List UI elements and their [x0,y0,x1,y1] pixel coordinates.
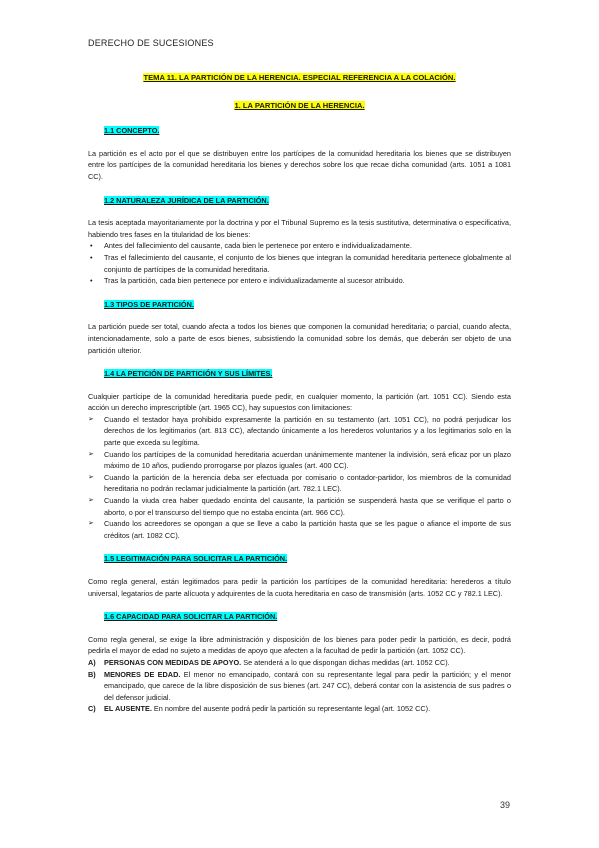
list-item: • Antes del fallecimiento del causante, cada bien le pertenece por entero e individualizadamente. [88,240,511,252]
list-letter: A) [88,657,96,667]
chapter-title [88,72,511,84]
list-item-lead: MENORES DE EDAD. [104,669,181,679]
paragraph-legitimacion: Como regla general, están legitimados para pedir la partición los partícipes de la comunidad hereditaria: herederos a título universal, legatarios de parte alícuota y adquirentes de la cuota hereditaria en caso de transmisión (arts. 1052 CC y 782.1 LEC). [88,577,511,598]
page-content [88,72,511,727]
list-item-lead: PERSONAS CON MEDIDAS DE APOYO. [104,657,242,667]
subheading-text: 1.6 CAPACIDAD PARA SOLICITAR LA PARTICIÓN. [104,612,278,622]
paragraph-capacidad-intro: Como regla general, se exige la libre administración y disposición de los bienes para poder pedir la partición, es decir, podrá pedirla el mayor de edad no sujeto a medidas de apoyo que afecten a la facultad de pedir la partición (art. 1052 CC). [88,634,511,656]
subheading-peticion [104,368,511,380]
list-capacidad [88,657,511,715]
subheading-text: 1.2 NATURALEZA JURÍDICA DE LA PARTICIÓN. [104,195,269,205]
paragraph-concepto: La partición es el acto por el que se distribuyen entre los partícipes de la comunidad hereditaria los bienes que se distribuyen entre los partícipes de la comunidad hereditaria los bienes y derechos sobre los que recae dicha comunidad (arts. 1051 a 1081 CC). [88,148,511,181]
running-header: DERECHO DE SUCESIONES [88,38,214,48]
list-item-text: En nombre del ausente podrá pedir la partición su representante legal (art. 1052 CC). [151,704,431,714]
list-item-text: Se atenderá a lo que dispongan dichas medidas (art. 1052 CC). [241,657,450,667]
list-item-text: El menor no emancipado, contará con su representante legal para pedir la partición; y el menor emancipado, que carece de la libre disposición de sus bienes (art. 247 CC), deberá contar con la asistencia de sus padres o del defensor judicial. [104,669,512,702]
list-item: ➢ Cuando la partición de la herencia deba ser efectuada por comisario o contador-partidor, los miembros de la comunidad hereditaria no podrán reclamar judicialmente la partición (art. 782.1 LEC). [88,472,511,495]
list-item: ➢ Cuando los acreedores se opongan a que se lleve a cabo la partición hasta que se les pague o afiance el importe de sus créditos (art. 1082 CC). [88,518,511,541]
list-item [88,703,511,715]
chapter-title-text: TEMA 11. LA PARTICIÓN DE LA HERENCIA. ESPECIAL REFERENCIA A LA COLACIÓN. [143,73,456,82]
section-title [88,100,511,112]
subheading-text: 1.3 TIPOS DE PARTICIÓN. [104,299,194,309]
list-letter: C) [88,704,96,714]
list-item: • Tras la partición, cada bien pertenece por entero e individualizadamente al sucesor atribuido. [88,275,511,287]
paragraph-tipos: La partición puede ser total, cuando afecta a todos los bienes que componen la comunidad hereditaria; o parcial, cuando afecta, intencionadamente, solo a parte de esos bienes, subsistiendo la comunidad sobre los demás, que deberán ser objeto de una partición ulterior. [88,322,511,355]
list-letter: B) [88,669,96,679]
list-item [88,657,511,669]
list-limites [88,414,511,542]
subheading-text: 1.5 LEGITIMACIÓN PARA SOLICITAR LA PARTICIÓN. [104,554,288,564]
paragraph-naturaleza-intro: La tesis aceptada mayoritariamente por la doctrina y por el Tribunal Supremo es la tesis sustitutiva, determinativa o especificativa, habiendo tres fases en la titularidad de los bienes: [88,218,511,239]
subheading-concepto [104,125,511,137]
list-item: ➢ Cuando el testador haya prohibido expresamente la partición en su testamento (art. 1051 CC), no podrá perjudicar los derechos de los legitimarios (art. 813 CC), afectando únicamente a los herederos voluntarios y a los legitimarios solo en la parte que exceda su legítima. [88,414,511,449]
list-item [88,669,511,704]
list-item: ➢ Cuando los partícipes de la comunidad hereditaria acuerdan unánimemente mantener la indivisión, será eficaz por un plazo máximo de 10 años, pudiendo prorrogarse por plazos iguales (art. 400 CC). [88,449,511,472]
list-item: • Tras el fallecimiento del causante, el conjunto de los bienes que integran la comunidad hereditaria pertenece globalmente al conjunto de partícipes de la comunidad hereditaria. [88,252,511,275]
paragraph-peticion-intro: Cualquier partícipe de la comunidad hereditaria puede pedir, en cualquier momento, la partición (art. 1051 CC). Siendo esta acción un derecho imprescriptible (art. 1965 CC), hay supuestos con limitaciones: [88,391,511,413]
subheading-legitimacion [104,553,511,565]
list-item-lead: EL AUSENTE. [104,704,152,714]
subheading-tipos [104,299,511,311]
subheading-text: 1.4 LA PETICIÓN DE PARTICIÓN Y SUS LÍMITES. [104,369,273,379]
list-item: ➢ Cuando la viuda crea haber quedado encinta del causante, la partición se suspenderá hasta que se verifique el parto o aborto, o por el transcurso del tiempo que no estaba encinta (art. 966 CC). [88,495,511,518]
subheading-naturaleza [104,195,511,207]
page-number: 39 [500,800,511,810]
section-title-text: 1. LA PARTICIÓN DE LA HERENCIA. [234,100,365,110]
subheading-text: 1.1 CONCEPTO. [104,126,160,136]
subheading-capacidad [104,611,511,623]
list-naturaleza [88,240,511,286]
